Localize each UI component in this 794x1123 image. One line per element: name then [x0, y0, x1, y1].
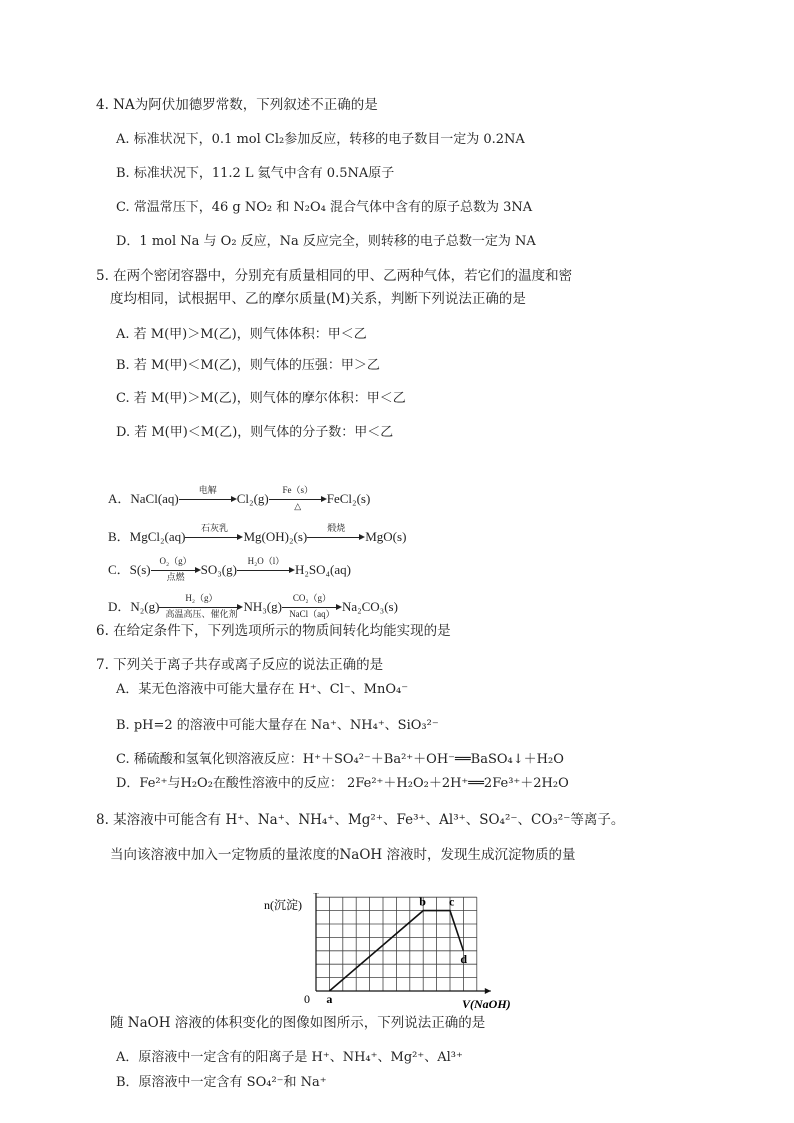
- q7-option-d: D．Fe²⁺与H₂O₂在酸性溶液中的反应： 2Fe²⁺＋H₂O₂＋2H⁺══2Fe³⁺＋2H₂O: [116, 776, 569, 791]
- chart-axes: [313, 893, 491, 994]
- q8-option-a: A．原溶液中一定含有的阳离子是 H⁺、NH₄⁺、Mg²⁺、Al³⁺: [116, 1050, 463, 1065]
- q6a-product: FeCl₂(s): [326, 491, 371, 506]
- chart-xlabel: V(NaOH): [462, 997, 511, 1011]
- q5-option-c: C. 若 M(甲)＞M(乙)，则气体的摩尔体积：甲＜乙: [116, 391, 406, 406]
- q6b-reactant: B．MgCl₂(aq): [108, 529, 186, 544]
- q6b-arrow2: [307, 523, 365, 547]
- q7-option-c: C. 稀硫酸和氢氧化钡溶液反应：H⁺＋SO₄²⁻＋Ba²⁺＋OH⁻══BaSO₄↓＋H₂O: [116, 752, 564, 767]
- q6d-arrow1-condition: 高温高压、催化剂: [165, 609, 238, 620]
- q8-stem-line1: 8. 某溶液中可能含有 H⁺、Na⁺、NH₄⁺、Mg²⁺、Fe³⁺、Al³⁺、SO₄²⁻、CO₃²⁻等离子。: [96, 812, 625, 828]
- q6-option-a: [108, 485, 371, 512]
- q4-option-d: D．1 mol Na 与 O₂ 反应，Na 反应完全，则转移的电子总数一定为 NA: [116, 234, 536, 249]
- q6d-intermediate: NH₃(g): [243, 599, 282, 614]
- q5-stem-line2: 度均相同，试根据甲、乙的摩尔质量(M)关系，判断下列说法正确的是: [110, 291, 526, 307]
- q6-stem: 6. 在给定条件下，下列选项所示的物质间转化均能实现的是: [96, 623, 451, 639]
- q8-stem-line3: 随 NaOH 溶液的体积变化的图像如图所示，下列说法正确的是: [110, 1015, 486, 1031]
- x-axis-arrow: [485, 988, 491, 994]
- q6d-arrow2-label: CO₂（g）: [292, 593, 331, 604]
- q6c-arrow2-label: H₂O（l）: [247, 556, 285, 567]
- chart-origin-label: 0: [304, 992, 310, 1006]
- q4-stem: 4. NA为阿伏加德罗常数，下列叙述不正确的是: [96, 97, 378, 113]
- q6b-product: MgO(s): [365, 529, 407, 544]
- chart-ylabel: n(沉淀): [264, 898, 302, 912]
- point-label-d: d: [460, 951, 468, 966]
- q8-stem-line2: 当向该溶液中加入一定物质的量浓度的NaOH 溶液时，发现生成沉淀物质的量: [110, 847, 576, 863]
- q6c-arrow2: [237, 556, 295, 580]
- q7-option-b: B. pH=2 的溶液中可能大量存在 Na⁺、NH₄⁺、SiO₃²⁻: [116, 718, 439, 733]
- q6c-intermediate: SO₃(g): [200, 562, 237, 577]
- q4-option-b: B. 标准状况下，11.2 L 氦气中含有 0.5NA原子: [116, 166, 395, 181]
- q6d-arrow1-label: H₂（g）: [185, 593, 218, 604]
- q6a-arrow2: [269, 485, 327, 512]
- q5-stem-line1: 5. 在两个密闭容器中，分别充有质量相同的甲、乙两种气体，若它们的温度和密: [96, 268, 573, 284]
- point-label-c: c: [449, 894, 455, 909]
- q6b-arrow1: [185, 523, 243, 547]
- q6c-arrow1-condition: 点燃: [166, 572, 185, 583]
- q6d-arrow1: [159, 593, 243, 620]
- q6d-reactant: D．N₂(g): [108, 599, 160, 614]
- q6c-reactant: C．S(s): [108, 562, 151, 577]
- q6b-arrow1-label: 石灰乳: [200, 523, 228, 534]
- q8-option-b: B．原溶液中一定含有 SO₄²⁻和 Na⁺: [116, 1075, 327, 1090]
- q6-option-d: [108, 593, 398, 620]
- q6d-product: Na₂CO₃(s): [341, 599, 398, 614]
- q6a-arrow1-label: 电解: [198, 485, 217, 496]
- precipitate-chart: [258, 893, 528, 1013]
- q6d-arrow2: [282, 593, 342, 620]
- q4-option-a: A. 标准状况下，0.1 mol Cl₂参加反应，转移的电子数目一定为 0.2NA: [116, 132, 525, 147]
- q6c-arrow1: [151, 556, 201, 583]
- q5-option-d: D. 若 M(甲)＜M(乙)，则气体的分子数：甲＜乙: [116, 425, 394, 440]
- q6a-arrow1: [179, 485, 237, 509]
- q7-option-a: A．某无色溶液中可能大量存在 H⁺、Cl⁻、MnO₄⁻: [116, 682, 409, 697]
- q6-option-b: [108, 523, 407, 547]
- q6b-arrow2-label: 煅烧: [327, 523, 346, 534]
- q7-stem: 7. 下列关于离子共存或离子反应的说法正确的是: [96, 657, 384, 673]
- chart-grid: [316, 894, 477, 991]
- q6c-arrow1-label: O₂（g）: [159, 556, 192, 567]
- q6-option-c: [108, 556, 351, 583]
- q5-option-b: B. 若 M(甲)＜M(乙)，则气体的压强：甲＞乙: [116, 358, 380, 373]
- q6a-reactant: A．NaCl(aq): [108, 491, 179, 506]
- chart-series: [326, 895, 467, 1006]
- q6c-product: H₂SO₄(aq): [294, 562, 351, 577]
- q6a-arrow2-condition: △: [294, 501, 302, 512]
- q6d-arrow2-condition: NaCl（aq）: [289, 609, 335, 620]
- point-label-b: b: [419, 894, 426, 909]
- q4-option-c: C. 常温常压下，46 g NO₂ 和 N₂O₄ 混合气体中含有的原子总数为 3NA: [116, 200, 533, 215]
- q6a-arrow2-label: Fe（s）: [282, 485, 313, 496]
- q5-option-a: A. 若 M(甲)＞M(乙)，则气体体积：甲＜乙: [116, 327, 367, 342]
- point-label-a: a: [326, 992, 333, 1006]
- q6a-intermediate: Cl₂(g): [236, 491, 269, 506]
- q6b-intermediate: Mg(OH)₂(s): [243, 529, 308, 544]
